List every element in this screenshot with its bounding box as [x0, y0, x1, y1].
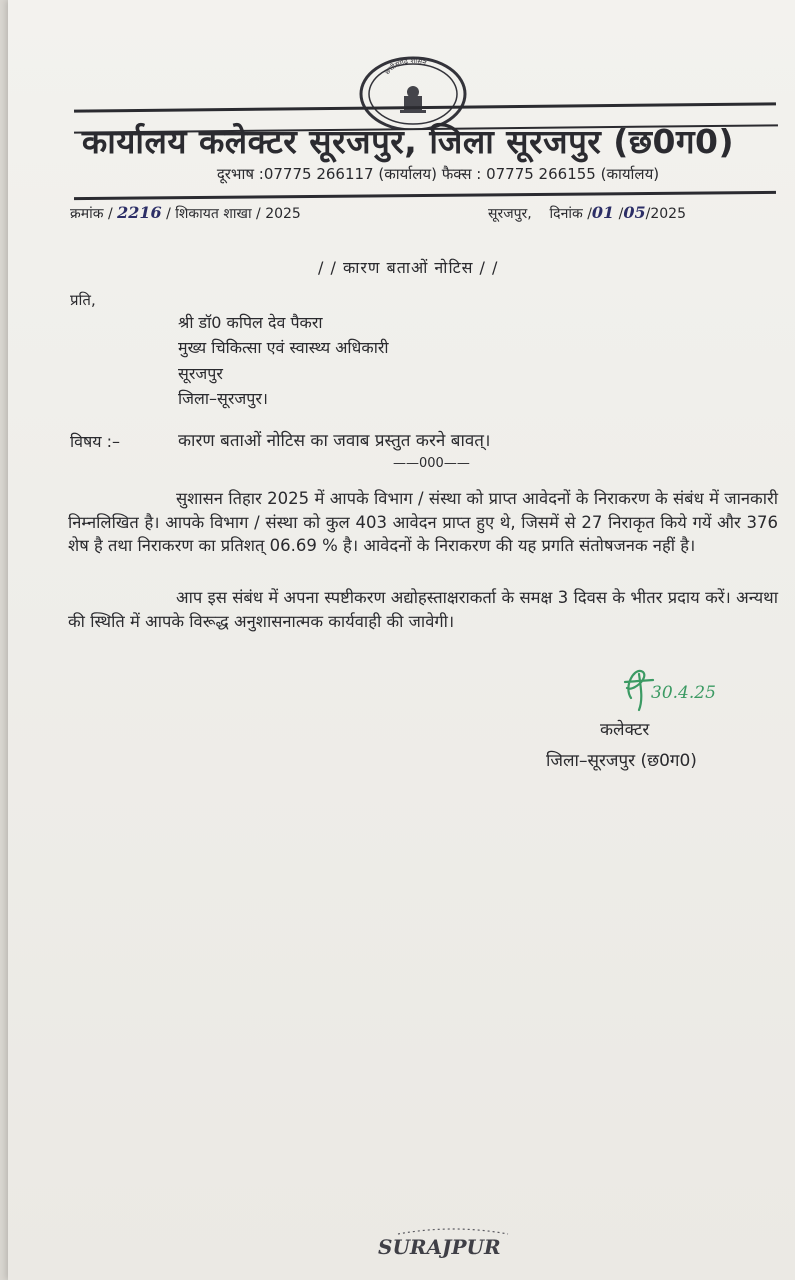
date-month: 05 [623, 203, 646, 222]
header-bottom-rule [74, 191, 776, 200]
reference-date: सूरजपुर, दिनांक /01 /05/2025 [488, 203, 686, 222]
date-label: दिनांक [549, 206, 583, 222]
contact-line: दूरभाष :07775 266117 (कार्यालय) फैक्स : 07775 266155 (कार्यालय) [216, 165, 660, 183]
body-paragraph-2: आप इस संबंध में अपना स्पष्टीकरण अद्योहस्ताक्षराकर्ता के समक्ष 3 दिवस के भीतर प्रदाय करें। अन्यथा की स्थिति में आपके विरूद्ध अनुशासनात्मक कार्यवाही की जावेगी। [68, 588, 778, 631]
reference-suffix: / शिकायत शाखा / 2025 [166, 206, 301, 222]
svg-text:छत्तीसगढ़ शासन [383, 57, 427, 76]
reference-place: सूरजपुर, [488, 206, 532, 222]
office-title: कार्यालय कलेक्टर सूरजपुर, जिला सूरजपुर (छ0ग0) [81, 122, 735, 161]
recipient-line: सूरजपुर [178, 364, 223, 383]
date-year: 2025 [650, 206, 686, 222]
subject-separator: ——000—— [393, 456, 470, 471]
recipient-line: जिला–सूरजपुर। [178, 389, 268, 408]
notice-heading: / / कारण बताओं नोटिस / / [318, 258, 499, 277]
subject-text: कारण बताओं नोटिस का जवाब प्रस्तुत करने बावत्। [178, 431, 491, 451]
reference-number [70, 203, 301, 223]
signatory-place: जिला–सूरजपुर (छ0ग0) [546, 751, 697, 771]
recipient-line: श्री डॉ0 कपिल देव पैकरा [178, 313, 323, 332]
handwritten-signature [613, 658, 743, 718]
signature-date: 30.4.25 [651, 683, 716, 703]
reference-prefix: क्रमांक / [70, 206, 113, 222]
letter-page [8, 0, 795, 1280]
reference-handwritten-number: 2216 [117, 203, 162, 222]
recipient-line: मुख्य चिकित्सा एवं स्वास्थ्य अधिकारी [178, 338, 389, 357]
surajpur-footer-logo [368, 1226, 538, 1262]
signatory-title: कलेक्टर [600, 720, 650, 740]
date-day: 01 [591, 203, 615, 222]
body-paragraph-1: सुशासन तिहार 2025 में आपके विभाग / संस्था को प्राप्त आवेदनों के निराकरण के संबंध में जानकारी निम्नलिखित है। आपके विभाग / संस्था को कुल 403 आवेदन प्राप्त हुए थे, जिसमें से 27 निराकृत किये गयें और 376 शेष है तथा निराकरण का प्रतिशत् 06.69 % है। आवेदनों के निराकरण की यह प्रगति संतोषजनक नहीं है। [68, 489, 778, 555]
subject-label: विषय :– [70, 432, 121, 451]
recipient-label: प्रति, [70, 291, 96, 309]
emblem-text: छत्तीसगढ़ शासन [383, 56, 428, 77]
footer-logo-text: SURAJPUR [378, 1235, 501, 1259]
